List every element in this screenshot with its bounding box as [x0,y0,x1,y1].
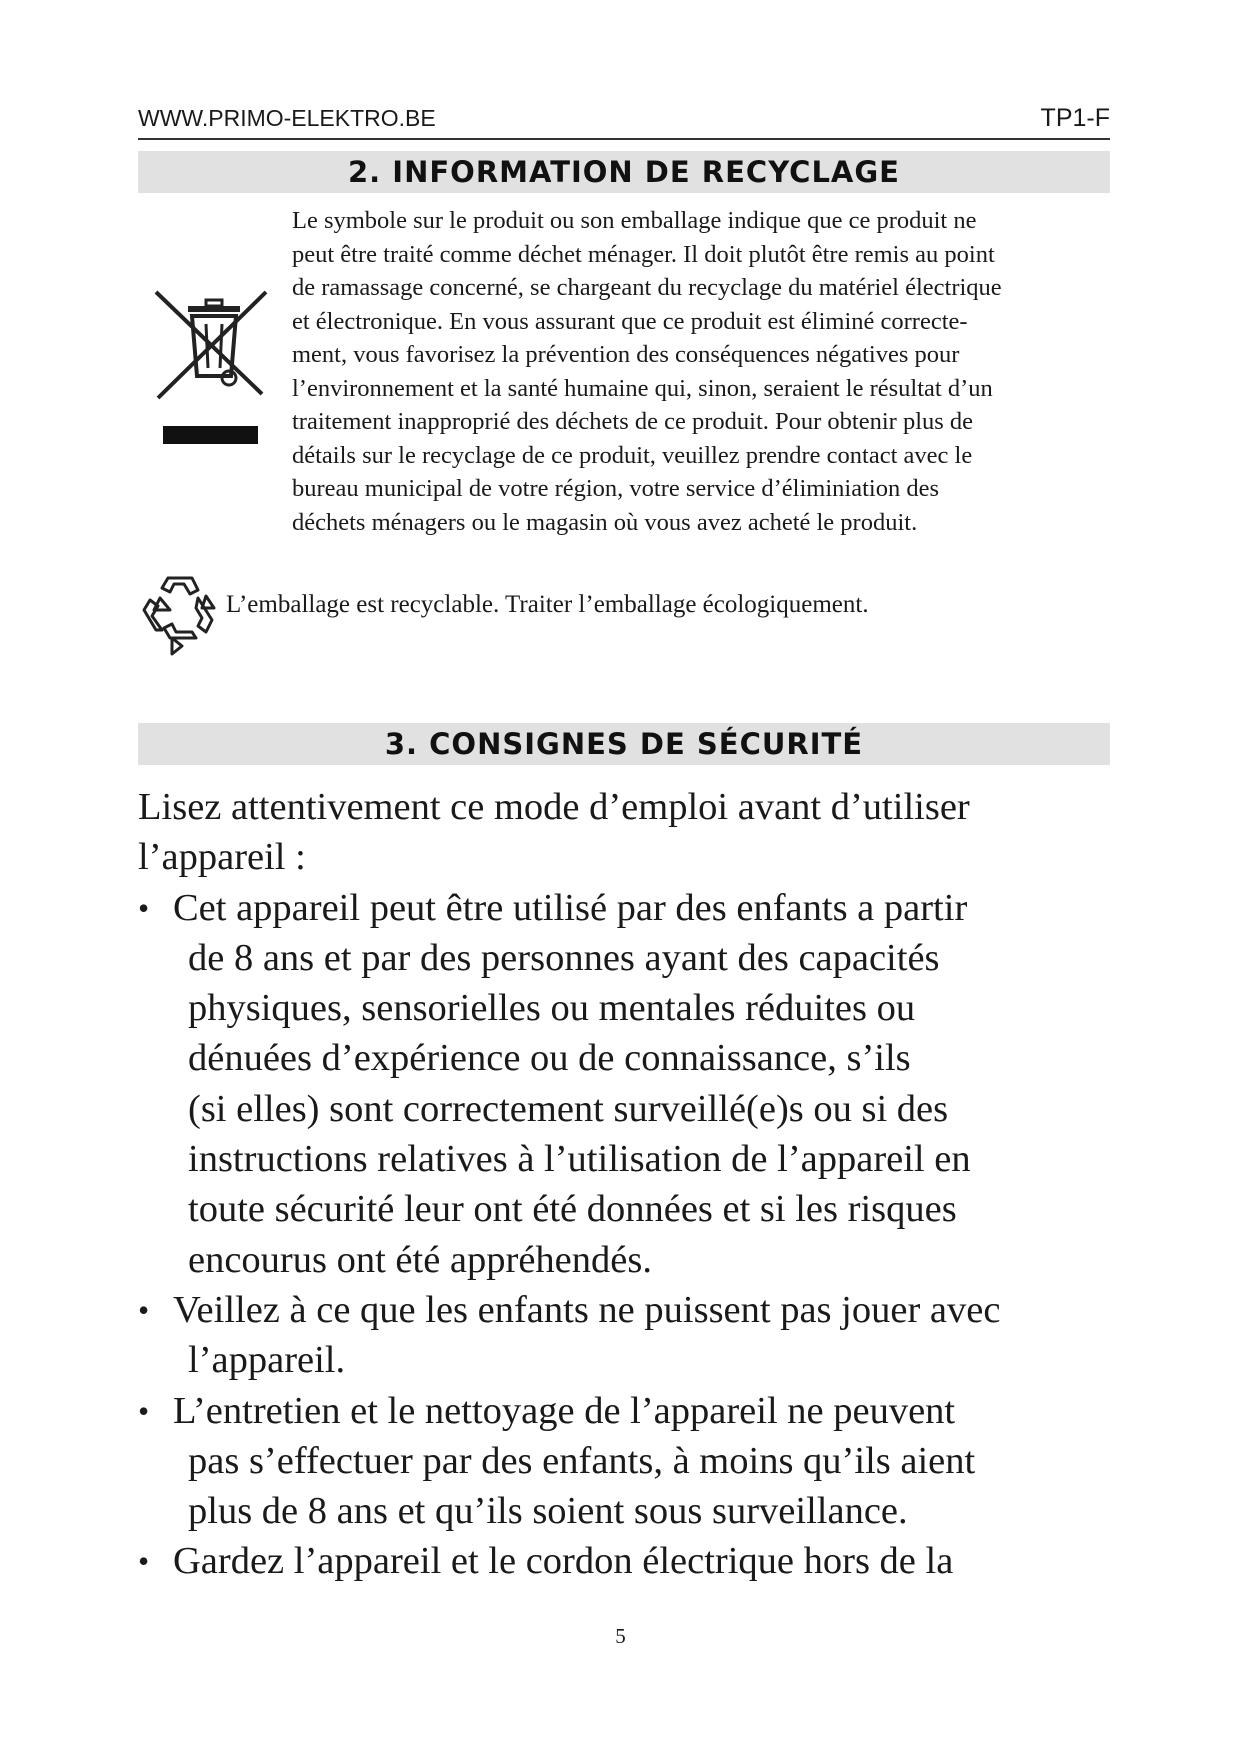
bullet-continuation: dénuées d’expérience ou de connaissance, s’ils [188,1037,911,1080]
paragraph-line: traitement inapproprié des déchets de ce produit. Pour obtenir plus de [292,408,974,435]
bullet-continuation: plus de 8 ans et qu’ils soient sous surveillance. [188,1490,908,1533]
bullet-continuation: instructions relatives à l’utilisation de l’appareil en [188,1138,971,1181]
page-header [138,100,1110,140]
paragraph-line: déchets ménagers ou le magasin où vous avez acheté le produit. [292,508,918,536]
paragraph-line: de ramassage concerné, se chargeant du recyclage du matériel électrique [292,274,1002,301]
bullet-continuation: de 8 ans et par des personnes ayant des capacités [188,936,940,979]
paragraph-line: et électronique. En vous assurant que ce produit est éliminé correcte- [292,307,968,335]
recycle-icon [136,568,228,660]
paragraph-line: peut être traité comme déchet ménager. Il doit plutôt être remis au point [292,240,995,268]
packaging-note: L’emballage est recyclable. Traiter l’emballage écologiquement. [226,591,869,618]
safety-instructions [138,782,1118,1587]
section-2-title: 2. INFORMATION DE RECYCLAGE [138,151,1110,193]
bullet-item: • Cet appareil peut être utilisé par des enfants a partir [138,883,1118,933]
intro-line: Lisez attentivement ce mode d’emploi avant d’utiliser [138,786,970,828]
bullet-continuation: physiques, sensorielles ou mentales réduites ou [188,987,916,1030]
paragraph-line: ment, vous favorisez la prévention des conséquences négatives pour [292,341,960,368]
recycling-paragraph [292,204,1117,539]
bullet-continuation: l’appareil. [188,1339,346,1382]
model-code: TP1-F [1040,104,1110,132]
bullet-item: • L’entretien et le nettoyage de l’appareil ne peuvent [138,1386,1118,1436]
website-url: WWW.PRIMO-ELEKTRO.BE [138,105,436,131]
paragraph-line: l’environnement et la santé humaine qui, sinon, seraient le résultat d’un [292,374,993,402]
crossed-out-bin-icon [150,290,280,455]
paragraph-line: détails sur le recyclage de ce produit, veuillez prendre contact avec le [292,441,973,469]
intro-line: l’appareil : [138,836,306,879]
bullet-continuation: (si elles) sont correctement surveillé(e)s ou si des [188,1087,949,1130]
bullet-item: • Veillez à ce que les enfants ne puissent pas jouer avec [138,1285,1118,1335]
paragraph-line: Le symbole sur le produit ou son emballage indique que ce produit ne [292,207,977,234]
paragraph-line: bureau municipal de votre région, votre service d’éliminiation des [292,475,939,502]
bullet-item: • Gardez l’appareil et le cordon électrique hors de la [138,1536,1118,1586]
bullet-continuation: toute sécurité leur ont été données et si les risques [188,1188,957,1231]
page-number: 5 [615,1624,626,1648]
section-3-title: 3. CONSIGNES DE SÉCURITÉ [138,723,1110,765]
bullet-continuation: encourus ont été appréhendés. [188,1238,652,1281]
bullet-continuation: pas s’effectuer par des enfants, à moins qu’ils aient [188,1439,976,1482]
